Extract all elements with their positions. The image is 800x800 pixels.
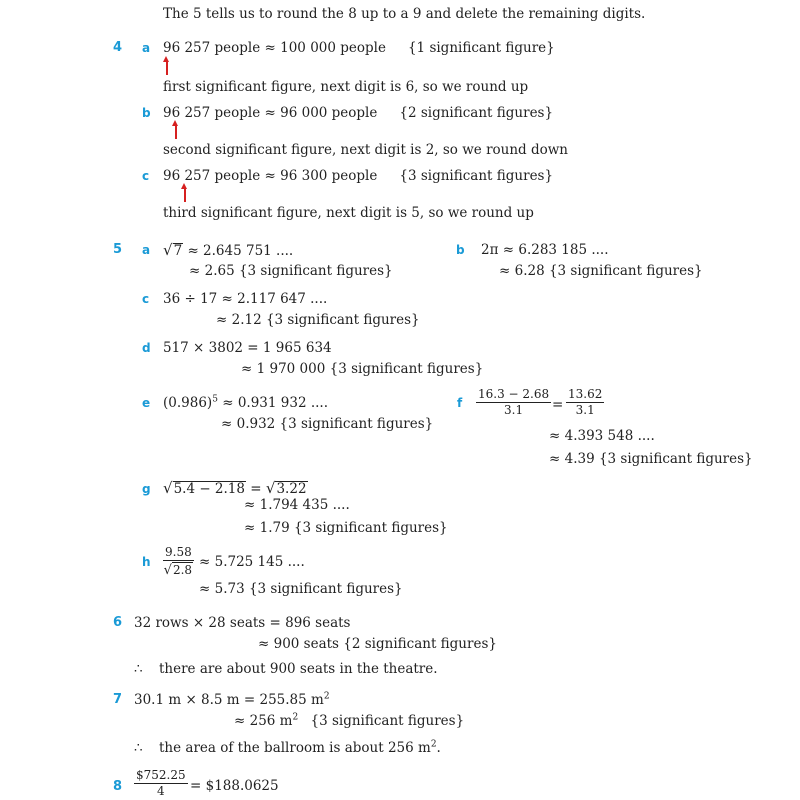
q5a-approx: ≈ 2.645 751 .... bbox=[187, 243, 294, 259]
q5b-line1: 2π ≈ 6.283 185 .... bbox=[481, 242, 609, 258]
part-label: c bbox=[142, 169, 150, 183]
q5f-line2: ≈ 4.393 548 .... bbox=[549, 428, 655, 444]
q5f-fraction-2 bbox=[566, 388, 604, 417]
q5f-numerator-1: 16.3 − 2.68 bbox=[478, 387, 550, 401]
q5d-line1: 517 × 3802 = 1 965 634 bbox=[163, 340, 332, 356]
q5g-radicand-2: 3.22 bbox=[276, 481, 307, 497]
q5e-base: (0.986) bbox=[163, 395, 213, 411]
up-arrow-icon bbox=[175, 125, 177, 139]
part-label: c bbox=[142, 292, 150, 306]
q5f-equals: = bbox=[552, 397, 564, 413]
question-number: 4 bbox=[113, 40, 123, 55]
q6-line1: 32 rows × 28 seats = 896 seats bbox=[134, 615, 351, 631]
part-label: f bbox=[457, 396, 463, 410]
q5c-line2: ≈ 2.12 {3 significant figures} bbox=[216, 312, 420, 328]
q4c-expression bbox=[163, 168, 553, 184]
q5f-numerator-2: 13.62 bbox=[568, 387, 603, 401]
q8-fraction bbox=[134, 769, 188, 798]
q5g-line2: ≈ 1.794 435 .... bbox=[244, 497, 350, 513]
part-label: e bbox=[142, 396, 151, 410]
q7-line1-exponent: 2 bbox=[323, 691, 330, 702]
q6-line2: ≈ 900 seats {2 significant figures} bbox=[258, 636, 497, 652]
q5g-equals: = bbox=[250, 481, 262, 497]
q5h-line2: ≈ 5.73 {3 significant figures} bbox=[199, 581, 403, 597]
q7-line2-exponent: 2 bbox=[292, 712, 299, 723]
q5e-exponent: 5 bbox=[212, 394, 218, 405]
q7-line2-text: ≈ 256 m bbox=[234, 713, 293, 729]
q7-line1 bbox=[134, 692, 330, 708]
q5d-line2: ≈ 1 970 000 {3 significant figures} bbox=[241, 361, 484, 377]
q5f-fraction-1 bbox=[476, 388, 551, 417]
up-arrow-icon bbox=[166, 61, 168, 75]
q4a-note: {1 significant figure} bbox=[407, 40, 555, 56]
q7-therefore: ∴ bbox=[134, 740, 143, 756]
intro-line: The 5 tells us to round the 8 up to a 9 and delete the remaining digits. bbox=[163, 6, 646, 22]
q5g-line1: √5.4 − 2.18 = √3.22 bbox=[163, 479, 307, 497]
part-label: d bbox=[142, 341, 151, 355]
part-label: b bbox=[456, 243, 465, 257]
q6-therefore: ∴ bbox=[134, 661, 143, 677]
q5f-line3: ≈ 4.39 {3 significant figures} bbox=[549, 451, 753, 467]
q5h-fraction bbox=[163, 546, 194, 577]
q8-numerator: $752.25 bbox=[136, 768, 186, 782]
q4a-explanation: first significant figure, next digit is 6, so we round up bbox=[163, 79, 529, 95]
q4b-expr: 96 257 people ≈ 96 000 people bbox=[163, 105, 378, 121]
question-number: 5 bbox=[113, 242, 123, 257]
q6-conclusion: there are about 900 seats in the theatre. bbox=[159, 661, 438, 677]
part-label: a bbox=[142, 243, 151, 257]
q8-result: = $188.0625 bbox=[190, 778, 279, 794]
q7-conclusion-end: . bbox=[436, 740, 441, 756]
q7-line2 bbox=[234, 713, 464, 729]
q7-conclusion-text: the area of the ballroom is about 256 m bbox=[159, 740, 431, 756]
q7-conclusion-exponent: 2 bbox=[430, 739, 437, 750]
question-number: 8 bbox=[113, 779, 123, 794]
q5b-line2: ≈ 6.28 {3 significant figures} bbox=[499, 263, 703, 279]
q7-line2-note: {3 significant figures} bbox=[306, 713, 465, 729]
question-number: 7 bbox=[113, 692, 123, 707]
part-label: b bbox=[142, 106, 151, 120]
q5c-line1: 36 ÷ 17 ≈ 2.117 647 .... bbox=[163, 291, 328, 307]
q7-conclusion bbox=[159, 740, 441, 756]
q7-line1-text: 30.1 m × 8.5 m = 255.85 m bbox=[134, 692, 324, 708]
q5g-line3: ≈ 1.79 {3 significant figures} bbox=[244, 520, 448, 536]
part-label: g bbox=[142, 482, 151, 496]
up-arrow-icon bbox=[184, 188, 186, 202]
part-label: a bbox=[142, 41, 151, 55]
question-number: 6 bbox=[113, 615, 123, 630]
q4c-note: {3 significant figures} bbox=[399, 168, 554, 184]
q4a-expr: 96 257 people ≈ 100 000 people bbox=[163, 40, 386, 56]
q5e-line2: ≈ 0.932 {3 significant figures} bbox=[221, 416, 434, 432]
q5h-den-radicand: 2.8 bbox=[172, 563, 193, 577]
q4b-expression bbox=[163, 105, 553, 121]
q5h-numerator: 9.58 bbox=[165, 545, 192, 559]
q5a-line1: √7 ≈ 2.645 751 .... bbox=[163, 241, 294, 259]
part-label: h bbox=[142, 555, 151, 569]
q5h-line1: ≈ 5.725 145 .... bbox=[199, 554, 305, 570]
q5g-radicand-1: 5.4 − 2.18 bbox=[173, 481, 245, 497]
q4c-expr: 96 257 people ≈ 96 300 people bbox=[163, 168, 378, 184]
q4a-expression bbox=[163, 40, 555, 56]
q4c-explanation: third significant figure, next digit is 5, so we round up bbox=[163, 205, 534, 221]
q4b-explanation: second significant figure, next digit is 2, so we round down bbox=[163, 142, 568, 158]
q5e-approx: ≈ 0.931 932 .... bbox=[222, 395, 328, 411]
q5a-line2: ≈ 2.65 {3 significant figures} bbox=[189, 263, 393, 279]
q5f-denominator-1: 3.1 bbox=[504, 403, 524, 417]
q8-denominator: 4 bbox=[156, 784, 165, 798]
q5e-line1 bbox=[163, 395, 328, 411]
q5a-radicand: 7 bbox=[173, 243, 183, 259]
q4b-note: {2 significant figures} bbox=[399, 105, 554, 121]
q5f-denominator-2: 3.1 bbox=[575, 403, 595, 417]
q5h-denominator: √2.8 bbox=[163, 563, 193, 578]
